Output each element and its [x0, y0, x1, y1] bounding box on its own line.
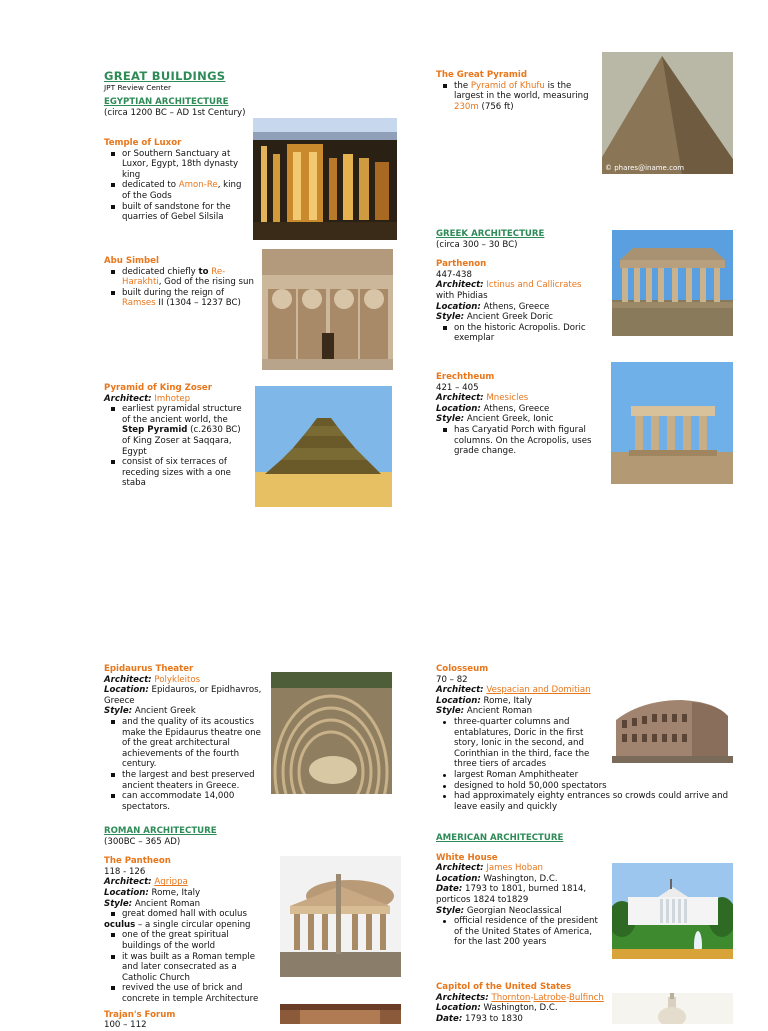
mnesicles-link[interactable]: Mnesicles: [486, 393, 529, 404]
trajan-forum-image: [280, 1004, 401, 1024]
capitol-title: Capitol of the United States: [436, 982, 572, 992]
list-item: three-quarter columns and entablatures, Doric in the first story, Ionic in the second, and Corinthian in the third, face the three tiers of arcades: [454, 717, 600, 770]
greek-section: GREEK ARCHITECTURE (circa 300 – 30 BC) Parthenon 447-438 Architect: Ictinus and Callicrates with Phidias Location: Athens, Greece Style: Ancient Greek Doric on the historic Acropolis. Doric exemplar: [436, 229, 602, 344]
parthenon-bullets: [436, 323, 602, 344]
thornton-link[interactable]: Thornton: [491, 992, 531, 1003]
polykleitos-link[interactable]: Polykleitos: [154, 674, 201, 685]
list-item: dedicated to Amon-Re, king of the Gods: [122, 180, 252, 201]
list-item: built during the reign of Ramses II (1304 – 1237 BC): [122, 288, 254, 309]
colosseum-section: Colosseum 70 – 82 Architect: Vespacian and Domitian Location: Rome, Italy Style: Ancient Roman three-quarter columns and entablatures, Doric in the first story, Ionic in the second, and Corinthian in the third, face the three tiers of arcades largest Roman Amphitheater designed to hold 50,000 spectators had approximately eighty entrances so crowds could arrive and leave easily and quickly: [436, 664, 736, 812]
greek-heading: GREEK ARCHITECTURE: [436, 229, 545, 239]
left-column-top: [104, 70, 254, 118]
agrippa-link[interactable]: Agrippa: [154, 877, 188, 888]
list-item: can accommodate 14,000 spectators.: [122, 791, 266, 812]
epidaurus-theater-image: [271, 672, 392, 794]
photo-credit: © phares@iname.com: [605, 164, 685, 172]
pantheon-bullets-2: [104, 930, 270, 1004]
list-item: the largest and best preserved ancient theaters in Greece.: [122, 770, 266, 791]
vespacian-link[interactable]: Vespacian and Domitian: [486, 685, 591, 696]
pantheon-image: [280, 856, 401, 977]
khufu-link[interactable]: Pyramid of Khufu: [470, 80, 545, 91]
abu-simbel-title: Abu Simbel: [104, 256, 159, 266]
imhotep-link[interactable]: Imhotep: [154, 393, 191, 404]
hoban-link[interactable]: James Hoban: [486, 863, 543, 874]
zoser-title: Pyramid of King Zoser: [104, 383, 212, 393]
pantheon-title: The Pantheon: [104, 856, 171, 867]
white-house-bullets: [436, 916, 604, 948]
epidaurus-section: Epidaurus Theater Architect: Polykleitos Location: Epidauros, or Epidhavros, Greece Style: Ancient Greek and the quality of its acoustics make the Epidaurus theatre one of the great architectural achievements of the fourth century. the largest and best preserved ancient theaters in Greece. can accommodate 14,000 spectators.: [104, 664, 266, 812]
list-item: has Caryatid Porch with figural columns. On the Acropolis, uses grade change.: [454, 425, 604, 457]
american-heading: AMERICAN ARCHITECTURE: [436, 833, 564, 843]
latrobe-link[interactable]: Latrobe: [533, 992, 567, 1003]
white-house-image: [612, 863, 733, 959]
luxor-title: Temple of Luxor: [104, 138, 182, 148]
document-title: GREAT BUILDINGS: [104, 69, 226, 83]
list-item: built of sandstone for the quarries of Gebel Silsila: [122, 202, 252, 223]
colosseum-title: Colosseum: [436, 664, 489, 674]
egyptian-period: (circa 1200 BC – AD 1st Century): [104, 107, 246, 118]
list-item: it was built as a Roman temple and later consecrated as a Catholic Church: [122, 952, 270, 984]
ramses-link[interactable]: Ramses: [122, 298, 156, 309]
list-item: designed to hold 50,000 spectators: [454, 781, 736, 792]
luxor-bullets: [104, 149, 252, 223]
list-item: had approximately eighty entrances so crowds could arrive and leave easily and quickly: [454, 791, 736, 812]
amon-re-link[interactable]: Amon-Re: [178, 180, 218, 191]
epidaurus-title: Epidaurus Theater: [104, 664, 194, 674]
epidaurus-bullets: [104, 717, 266, 812]
capitol-image: [612, 993, 733, 1024]
luxor-section: [104, 138, 252, 223]
colosseum-image: [612, 690, 733, 763]
list-item: or Southern Sanctuary at Luxor, Egypt, 18th dynasty king: [122, 149, 252, 181]
american-section: AMERICAN ARCHITECTURE White House Architect: James Hoban Location: Washington, D.C. Date: 1793 to 1801, burned 1814, porticos 1824 to1829 Style: Georgian Neoclassical official residence of the president of the United States of America, for the last 200 years: [436, 833, 604, 948]
step-pyramid-image: [255, 386, 392, 507]
great-pyramid-section: [436, 70, 592, 112]
list-item: official residence of the president of the United States of America, for the last 200 years: [454, 916, 604, 948]
list-item: and the quality of its acoustics make the Epidaurus theatre one of the great architectural achievements of the fourth century.: [122, 717, 266, 770]
list-item: great domed hall with oculus: [122, 909, 270, 920]
erechtheum-section: Erechtheum 421 – 405 Architect: Mnesicles Location: Athens, Greece Style: Ancient Greek, Ionic has Caryatid Porch with figural columns. On the Acropolis, uses grade change.: [436, 372, 604, 457]
parthenon-image: [612, 230, 733, 336]
erechtheum-bullets: [436, 425, 604, 457]
list-item: dedicated chiefly to Re-Harakhti, God of the rising sun: [122, 266, 254, 288]
abu-simbel-image: [262, 249, 393, 370]
trajan-title: Trajan's Forum: [104, 1009, 176, 1020]
zoser-section: Pyramid of King Zoser Architect: Imhotep earliest pyramidal structure of the ancient world, the Step Pyramid (c.2630 BC) of King Zoser at Saqqara, Egypt consist of six terraces of receding sizes with a one staba: [104, 383, 250, 489]
abu-simbel-bullets: [104, 267, 254, 309]
luxor-temple-image: [253, 118, 397, 240]
egyptian-heading: EGYPTIAN ARCHITECTURE: [104, 97, 229, 107]
list-item: earliest pyramidal structure of the ancient world, the Step Pyramid (c.2630 BC) of King Zoser at Saqqara, Egypt: [122, 404, 250, 457]
list-item: on the historic Acropolis. Doric exemplar: [454, 323, 602, 344]
erechtheum-image: [611, 362, 733, 484]
capitol-section: Capitol of the United States Architects: Thornton-Latrobe-Bulfinch Location: Washington, D.C. Date: 1793 to 1830: [436, 982, 604, 1024]
document-subtitle: JPT Review Center: [104, 83, 172, 92]
greek-period: (circa 300 – 30 BC): [436, 239, 518, 250]
great-pyramid-image: [602, 52, 733, 174]
list-item: revived the use of brick and concrete in temple Architecture: [122, 983, 270, 1004]
list-item: consist of six terraces of receding sizes with a one staba: [122, 457, 250, 489]
pantheon-bullets-1: [104, 909, 270, 920]
list-item: largest Roman Amphitheater: [454, 770, 736, 781]
list-item: one of the great spiritual buildings of the world: [122, 930, 270, 951]
great-pyramid-title: The Great Pyramid: [436, 70, 527, 80]
roman-heading: ROMAN ARCHITECTURE: [104, 826, 217, 836]
re-harakhti-link[interactable]: Re-Harakhti: [122, 266, 226, 288]
zoser-bullets: [104, 404, 250, 489]
roman-period: (300BC – 365 AD): [104, 836, 181, 847]
bulfinch-link[interactable]: Bulfinch: [569, 992, 604, 1003]
list-item: the Pyramid of Khufu is the largest in the world, measuring 230m (756 ft): [454, 81, 592, 113]
white-house-title: White House: [436, 852, 498, 863]
parthenon-title: Parthenon: [436, 259, 487, 270]
erechtheum-title: Erechtheum: [436, 372, 495, 382]
abu-simbel-section: [104, 256, 254, 309]
ictinus-link[interactable]: Ictinus and Callicrates: [486, 280, 582, 291]
roman-section: ROMAN ARCHITECTURE (300BC – 365 AD) The Pantheon 118 - 126 Architect: Agrippa Location: Rome, Italy Style: Ancient Roman great domed hall with oculus oculus – a single circular opening one of the great spiritual buildings of the world it was built as a Roman temple and later consecrated as a Catholic Church revived the use of brick and concrete in temple Architecture Trajan's Forum 100 – 112: [104, 826, 270, 1031]
great-pyramid-bullets: [436, 81, 592, 113]
